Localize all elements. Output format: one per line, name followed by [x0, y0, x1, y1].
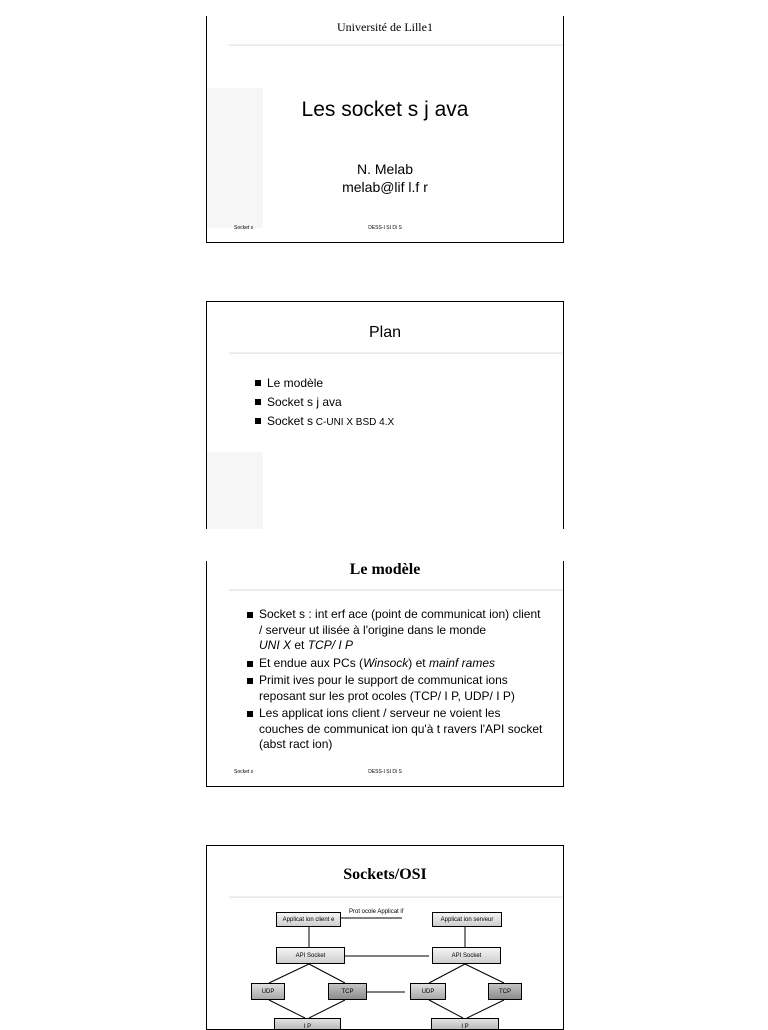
list-item: Socket s j ava — [255, 393, 394, 412]
list-item: Le modèle — [255, 374, 394, 393]
and-text: et — [291, 638, 308, 652]
sockets-osi-title: Sockets/OSI — [343, 866, 427, 883]
slide-shade — [207, 452, 263, 529]
list-item — [255, 412, 394, 432]
list-item — [247, 607, 547, 654]
list-item — [247, 656, 547, 672]
diagram-connectors — [207, 846, 564, 1030]
author-email: melab@lif l.f r — [342, 179, 428, 195]
tcp-right-box: TCP — [488, 983, 522, 1000]
bullet-text: Socket s : int erf ace (point de communicat ion) client / serveur ut ilisée à l'origine dans le monde — [259, 607, 541, 637]
protocol-label: Prot ocole Applicat if — [349, 909, 404, 915]
ip-left-box: I P — [274, 1018, 341, 1030]
author-block — [207, 160, 563, 196]
udp-left-box: UDP — [251, 983, 285, 1000]
ip-right-box: I P — [431, 1018, 499, 1030]
tcpip-text: TCP/ I P — [307, 638, 354, 652]
slide-sockets-osi — [206, 845, 564, 1030]
app-client-box: Applicat ion client e — [276, 912, 341, 927]
slide-model — [206, 561, 564, 787]
author-name: N. Melab — [356, 161, 414, 177]
footer-center: DESS-I SI Di S — [368, 769, 402, 775]
tcp-left-box: TCP — [328, 983, 367, 1000]
footer-left: Socket s — [234, 769, 254, 775]
footer-left: Socket s — [234, 225, 254, 231]
plan-list — [255, 374, 394, 432]
model-list — [247, 607, 547, 755]
winsock-text: Winsock — [363, 655, 409, 670]
api-socket-right: API Socket — [432, 947, 501, 964]
footer-center: DESS-I SI Di S — [368, 225, 402, 231]
header-rule — [229, 589, 563, 591]
list-item: Primit ives pour le support de communicat ions reposant sur les prot ocoles (TCP/ I P, UDP/ I P) — [247, 673, 547, 704]
plan-title: Plan — [368, 324, 402, 341]
bullet-text: Et endue aux PCs ( — [259, 655, 364, 670]
slide-title-text: Les socket s j ava — [301, 98, 469, 121]
udp-right-box: UDP — [410, 983, 446, 1000]
api-socket-left: API Socket — [276, 947, 345, 964]
list-item-sub: C-UNI X BSD 4.X — [313, 417, 395, 428]
app-server-box: Applicat ion serveur — [432, 912, 502, 927]
model-title: Le modèle — [349, 561, 421, 578]
header-rule — [229, 44, 563, 46]
slide-title — [206, 16, 564, 243]
mainframes-text: mainf rames — [428, 655, 495, 670]
header-rule — [229, 352, 563, 354]
slide-plan — [206, 301, 564, 529]
list-item: Les applicat ions client / serveur ne voient les couches de communicat ion qu'à t ravers l'API socket (abst ract ion) — [247, 706, 547, 753]
list-item-main: Socket s — [267, 414, 314, 428]
university-header: Université de Lille1 — [337, 20, 433, 34]
unix-text: UNI X — [259, 638, 292, 652]
bullet-text: ) et — [408, 655, 429, 670]
